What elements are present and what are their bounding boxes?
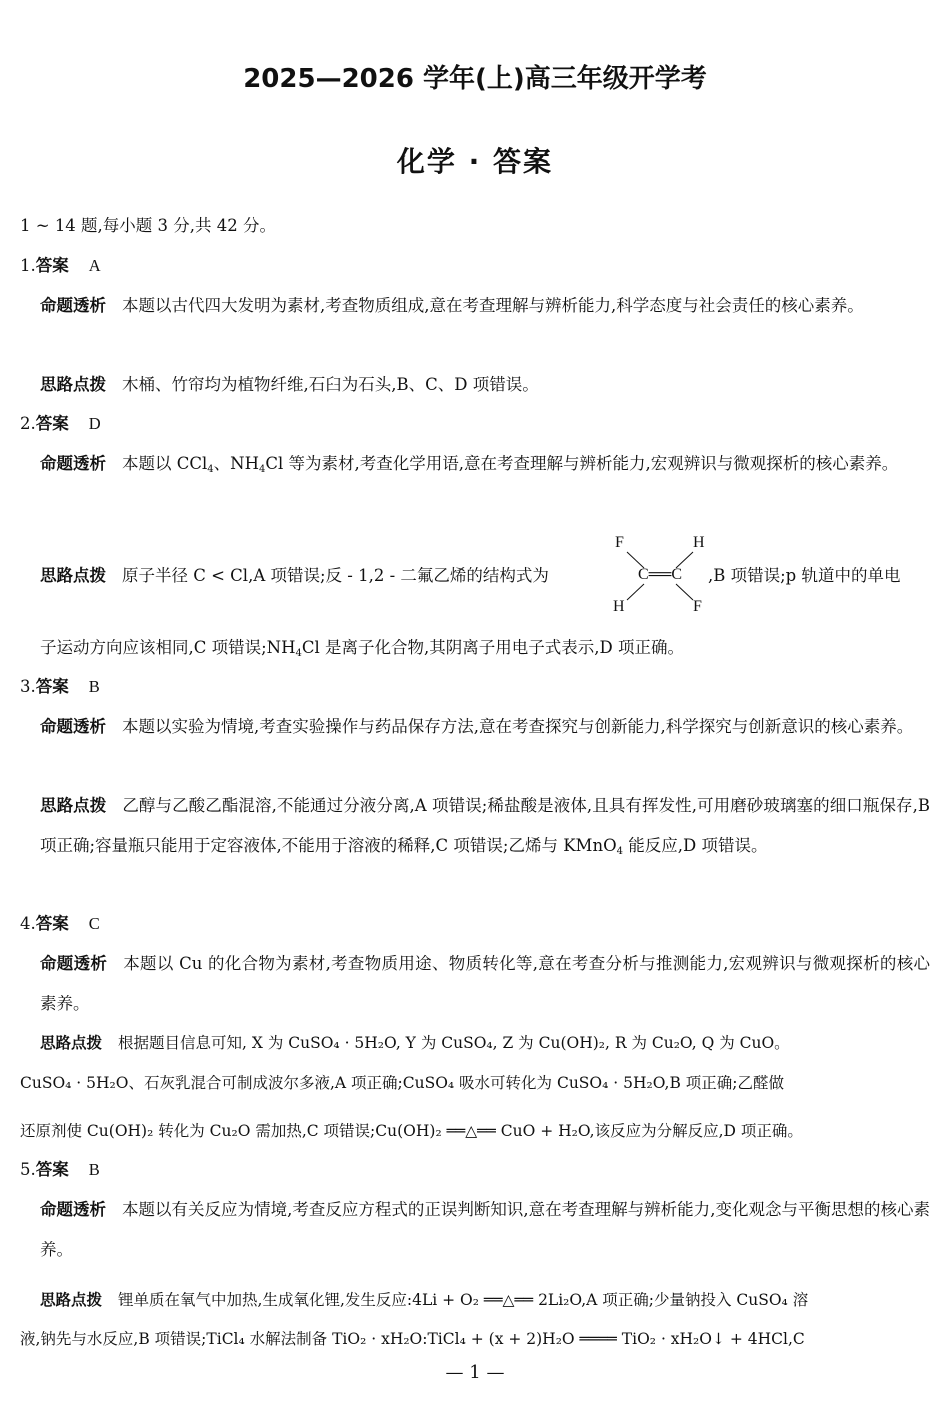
- q3-hint-a: 乙醇与乙酸乙酯混溶,不能通过分液分离,A 项错误;稀盐酸是液体,且具有挥发性,可用磨砂玻璃塞的细口瓶保存,B 项正确;容量瓶只能用于定容液体,不能用于溶液的稀释,C 项错误;乙烯与 KMnO: [40, 796, 930, 855]
- q2-analysis: [40, 444, 930, 490]
- q4-analysis: [40, 944, 930, 1024]
- q1-answer-line: [20, 246, 932, 286]
- atom-c-c: C══C: [638, 566, 683, 583]
- q3-answer-line: [20, 667, 932, 707]
- atom-h-bottom: H: [613, 598, 625, 615]
- q5-answer-line: [20, 1150, 932, 1190]
- page-number: — 1 —: [445, 1362, 505, 1383]
- subscript: 4: [295, 648, 302, 659]
- q3-analysis-text: 本题以实验为情境,考查实验操作与药品保存方法,意在考查探究与创新能力,科学探究与创新意识的核心素养。: [122, 717, 914, 736]
- q4-number: 4.: [20, 914, 36, 933]
- answer-label: 答案: [35, 677, 69, 696]
- q5-number: 5.: [20, 1160, 36, 1179]
- subscript: 4: [258, 464, 266, 475]
- subscript: 4: [616, 846, 623, 857]
- analysis-label: 命题透析: [40, 717, 106, 736]
- q5-hint-line2: 液,钠先与水反应,B 项错误;TiCl₄ 水解法制备 TiO₂ · xH₂O:TiCl₄ + (x + 2)H₂O ════ TiO₂ · xH₂O↓ + 4HCl,C: [20, 1330, 805, 1348]
- q5-hint-text1: 锂单质在氧气中加热,生成氧化锂,发生反应:4Li + O₂ ══△══ 2Li₂O,A 项正确;少量钠投入 CuSO₄ 溶: [118, 1291, 809, 1309]
- q5-answer: B: [88, 1160, 100, 1179]
- answer-label: 答案: [35, 1160, 69, 1179]
- atom-f-top: F: [615, 534, 624, 551]
- q1-analysis-text: 本题以古代四大发明为素材,考查物质组成,意在考查理解与辨析能力,科学态度与社会责任的核心素养。: [122, 296, 864, 315]
- q2-analysis-a: 本题以 CCl: [122, 454, 208, 473]
- q2-analysis-b: 、NH: [213, 454, 259, 473]
- analysis-label: 命题透析: [40, 454, 106, 473]
- q5-hint-line1: [40, 1280, 930, 1320]
- q4-hint-line3: 还原剂使 Cu(OH)₂ 转化为 Cu₂O 需加热,C 项错误;Cu(OH)₂ ══△══ CuO + H₂O,该反应为分解反应,D 项正确。: [20, 1122, 803, 1140]
- difluoroethene-structure: [600, 530, 720, 620]
- q1-number: 1.: [20, 256, 36, 275]
- q2-hint-d: Cl 是离子化合物,其阴离子用电子式表示,D 项正确。: [301, 638, 685, 657]
- q1-hint-text: 木桶、竹帘均为植物纤维,石臼为石头,B、C、D 项错误。: [122, 375, 539, 394]
- q5-analysis: [40, 1190, 930, 1270]
- q2-number: 2.: [20, 414, 36, 433]
- q2-hint-b: ,B 项错误;p 轨道中的单电: [708, 566, 901, 585]
- q1-answer: A: [88, 256, 101, 275]
- analysis-label: 命题透析: [40, 296, 106, 315]
- q1-analysis: [40, 286, 930, 326]
- q5-analysis-text: 本题以有关反应为情境,考查反应方程式的正误判断知识,意在考查理解与辨析能力,变化观念与平衡思想的核心素养。: [40, 1200, 930, 1259]
- subscript: 4: [207, 464, 214, 475]
- q3-hint: [40, 786, 930, 872]
- q4-answer: C: [88, 914, 100, 933]
- q4-analysis-text: 本题以 Cu 的化合物为素材,考查物质用途、物质转化等,意在考查分析与推测能力,宏观辨识与微观探析的核心素养。: [40, 954, 931, 1013]
- answer-label: 答案: [35, 414, 69, 433]
- q3-answer: B: [88, 677, 100, 696]
- hint-label: 思路点拨: [40, 375, 106, 394]
- q2-hint-a: 原子半径 C < Cl,A 项错误;反 - 1,2 - 二氟乙烯的结构式为: [122, 566, 549, 585]
- q3-hint-b: 能反应,D 项错误。: [622, 836, 768, 855]
- page-title: 2025—2026 学年(上)高三年级开学考: [243, 64, 707, 94]
- atom-h-top: H: [693, 534, 705, 551]
- q1-hint: [40, 365, 930, 405]
- q4-answer-line: [20, 904, 932, 944]
- q4-hint-line1: [40, 1023, 930, 1063]
- q2-hint-c: 子运动方向应该相同,C 项错误;NH: [40, 638, 296, 657]
- q2-analysis-c: Cl 等为素材,考查化学用语,意在考查理解与辨析能力,宏观辨识与微观探析的核心素养。: [265, 454, 899, 473]
- hint-label: 思路点拨: [40, 566, 106, 585]
- q4-hint-line2: CuSO₄ · 5H₂O、石灰乳混合可制成波尔多液,A 项正确;CuSO₄ 吸水可转化为 CuSO₄ · 5H₂O,B 项正确;乙醛做: [20, 1074, 784, 1092]
- hint-label: 思路点拨: [40, 1291, 103, 1309]
- answer-label: 答案: [35, 914, 69, 933]
- q2-answer-line: [20, 404, 932, 444]
- analysis-label: 命题透析: [40, 1200, 107, 1219]
- intro-line: 1 ~ 14 题,每小题 3 分,共 42 分。: [20, 216, 277, 235]
- q2-answer: D: [88, 414, 101, 433]
- q3-analysis: [40, 707, 930, 747]
- hint-label: 思路点拨: [40, 1034, 103, 1052]
- analysis-label: 命题透析: [40, 954, 108, 973]
- hint-label: 思路点拨: [40, 796, 107, 815]
- q3-number: 3.: [20, 677, 36, 696]
- page-subtitle: 化学 · 答案: [396, 145, 554, 178]
- answer-label: 答案: [35, 256, 69, 275]
- q4-hint-text1: 根据题目信息可知, X 为 CuSO₄ · 5H₂O, Y 为 CuSO₄, Z 为 Cu(OH)₂, R 为 Cu₂O, Q 为 CuO。: [118, 1034, 790, 1052]
- atom-f-bottom: F: [693, 598, 702, 615]
